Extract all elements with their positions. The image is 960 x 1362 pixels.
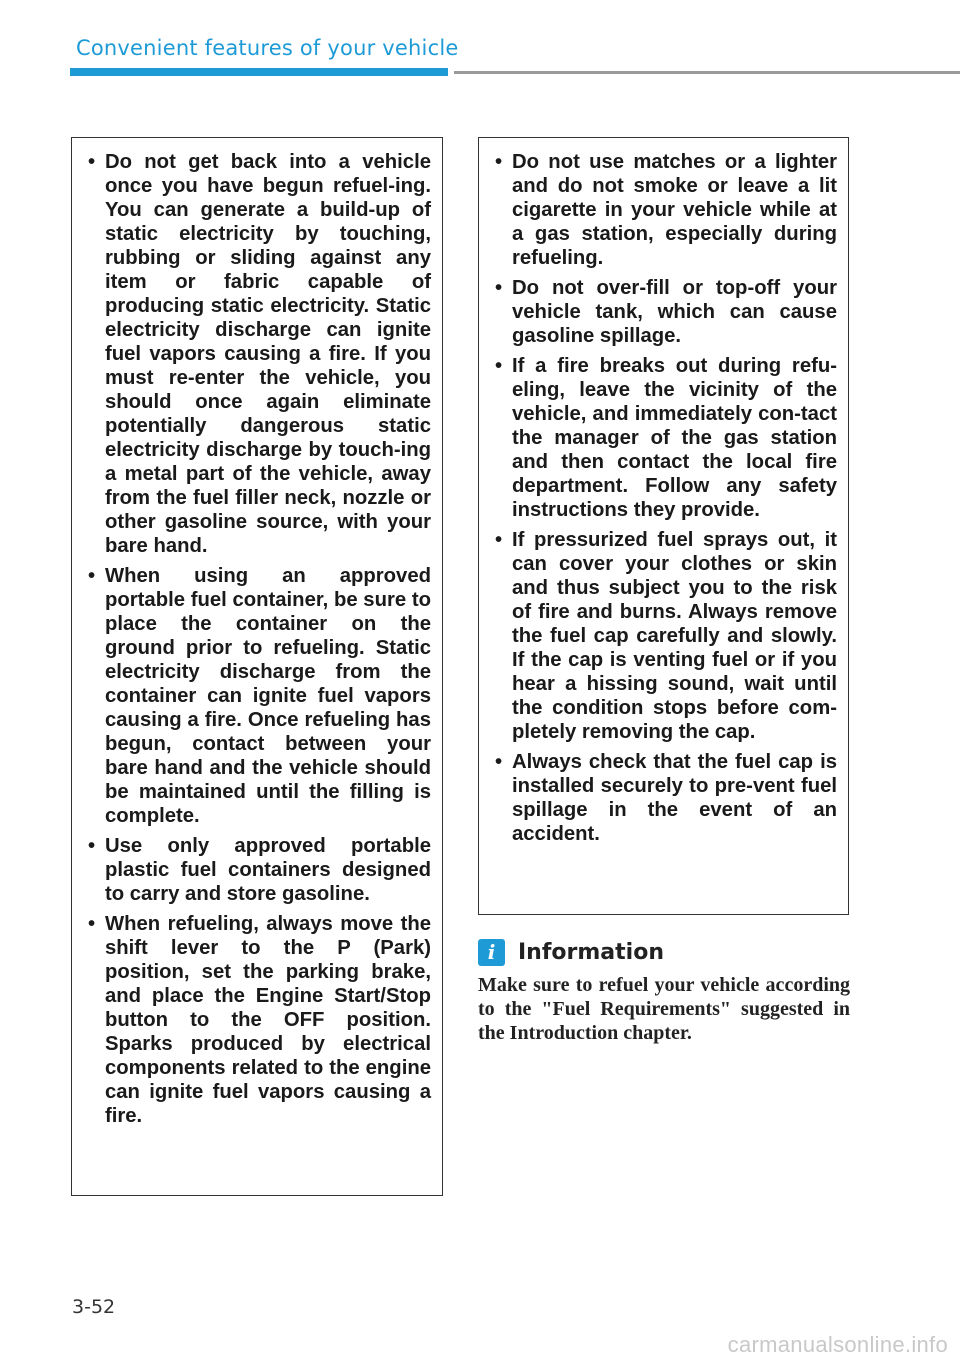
list-item-text: If a fire breaks out during refu-eling, leave the vicinity of the vehicle, and immediately con-tact the manager of the gas station and then contact the local fire department. Follow any safety instructions they provide. bbox=[512, 355, 837, 521]
page-number: 3-52 bbox=[72, 1296, 116, 1318]
watermark: carmanualsonline.info bbox=[727, 1332, 948, 1357]
bullet-glyph: • bbox=[88, 151, 96, 173]
list-item-text: Do not use matches or a lighter and do not smoke or leave a lit cigarette in your vehicle while at a gas station, especially during refueling. bbox=[512, 151, 837, 269]
warning-box-right bbox=[478, 137, 849, 915]
list-item bbox=[495, 354, 837, 522]
list-item bbox=[495, 528, 837, 744]
bullet-glyph: • bbox=[495, 355, 503, 377]
info-icon: i bbox=[478, 939, 505, 966]
list-item-text: If pressurized fuel sprays out, it can cover your clothes or skin and thus subject you to the risk of fire and burns. Always remove the fuel cap carefully and slowly. If the cap is venting fuel or if you hear a hissing sound, wait until the condition stops before com-pletely removing the cap. bbox=[512, 529, 837, 743]
warning-list-left bbox=[88, 150, 431, 1128]
warning-box-left bbox=[71, 137, 443, 1196]
bullet-glyph: • bbox=[495, 751, 503, 773]
information-title: Information bbox=[518, 939, 664, 965]
information-text: Make sure to refuel your vehicle according to the "Fuel Requirements" suggested in the Introduction chapter. bbox=[478, 974, 850, 1044]
list-item-text: Use only approved portable plastic fuel containers designed to carry and store gasoline. bbox=[105, 835, 431, 905]
header-accent-rule bbox=[70, 68, 448, 76]
list-item-text: When using an approved portable fuel container, be sure to place the container on the ground prior to refueling. Static electricity discharge from the container can ignite fuel vapors causing a fire. Once refueling has begun, contact between your bare hand and the vehicle should be maintained until the filling is complete. bbox=[105, 565, 431, 827]
list-item-text: Always check that the fuel cap is installed securely to pre-vent fuel spillage in the event of an accident. bbox=[512, 751, 837, 845]
section-title: Convenient features of your vehicle bbox=[76, 36, 459, 60]
bullet-glyph: • bbox=[495, 151, 503, 173]
list-item bbox=[88, 564, 431, 828]
list-item bbox=[495, 276, 837, 348]
list-item-text: When refueling, always move the shift lever to the P (Park) position, set the parking brake, and place the Engine Start/Stop button to the OFF position. Sparks produced by electrical components related to the engine can ignite fuel vapors causing a fire. bbox=[105, 913, 431, 1127]
bullet-glyph: • bbox=[88, 913, 96, 935]
bullet-glyph: • bbox=[495, 529, 503, 551]
header-divider-rule bbox=[454, 71, 960, 74]
list-item bbox=[495, 150, 837, 270]
warning-list-right bbox=[495, 150, 837, 846]
bullet-glyph: • bbox=[495, 277, 503, 299]
bullet-glyph: • bbox=[88, 565, 96, 587]
list-item-text: Do not over-fill or top-off your vehicle tank, which can cause gasoline spillage. bbox=[512, 277, 837, 347]
information-header bbox=[478, 935, 850, 969]
list-item bbox=[88, 834, 431, 906]
list-item bbox=[495, 750, 837, 846]
information-note bbox=[478, 935, 850, 1045]
bullet-glyph: • bbox=[88, 835, 96, 857]
list-item bbox=[88, 912, 431, 1128]
list-item-text: Do not get back into a vehicle once you have begun refuel-ing. You can generate a build-up of static electricity by touching, rubbing or sliding against any item or fabric capable of producing static electricity. Static electricity discharge can ignite fuel vapors causing a fire. If you must re-enter the vehicle, you should once again eliminate potentially dangerous static electricity discharge by touch-ing a metal part of the vehicle, away from the fuel filler neck, nozzle or other gasoline source, with your bare hand. bbox=[105, 151, 431, 557]
list-item bbox=[88, 150, 431, 558]
